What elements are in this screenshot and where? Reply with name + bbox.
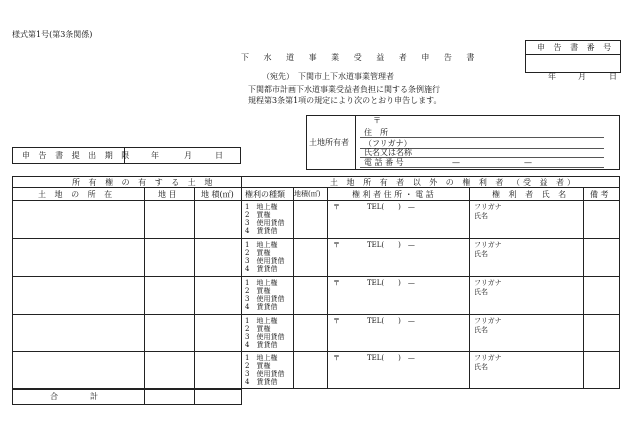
form-number: 様式第1号(第3条関係) <box>12 30 93 39</box>
right-option-1: 1 地上権 <box>245 241 278 249</box>
row-4-furigana: フリガナ <box>474 317 502 325</box>
right-option-2: 2 質権 <box>245 362 271 370</box>
owner-phone-label: 電 話 番 号 <box>364 158 404 167</box>
total-label: 合 計 <box>50 392 98 401</box>
owner-name-label: 氏名又は名称 <box>364 148 412 157</box>
right-option-4: 4 賃貸借 <box>245 265 278 273</box>
row-5-furigana: フリガナ <box>474 354 502 362</box>
row-4-rights-options <box>245 317 284 349</box>
right-option-1: 1 地上権 <box>245 203 278 211</box>
row-4-name-label: 氏名 <box>474 326 488 334</box>
main-table <box>12 176 620 389</box>
row-5-postal-mark: 〒 <box>333 354 340 362</box>
row-1-rights-options <box>245 203 284 235</box>
row-4-tel: TEL( ) — <box>367 317 415 325</box>
col-divider-chimoku <box>144 187 145 389</box>
row-3-rights-options <box>245 279 284 311</box>
col-divider-group <box>241 176 242 389</box>
right-option-3: 3 使用貸借 <box>245 333 285 341</box>
row-5-rights-options <box>245 354 284 386</box>
addressee: （宛先） 下関市上下水道事業管理者 <box>262 72 394 81</box>
row-1-postal-mark: 〒 <box>333 203 340 211</box>
right-option-4: 4 賃貸借 <box>245 227 278 235</box>
row-2-rights-options <box>245 241 284 273</box>
col-header-remarks: 備 考 <box>590 190 609 199</box>
row-3-name-label: 氏名 <box>474 288 488 296</box>
row-2-tel: TEL( ) — <box>367 241 415 249</box>
right-option-4: 4 賃貸借 <box>245 341 278 349</box>
land-owner-label: 土地所有者 <box>309 138 349 147</box>
row-1-furigana: フリガナ <box>474 203 502 211</box>
col-header-area2: 地積(㎡) <box>294 190 321 198</box>
group-header-other-rights: 土 地 所 有 者 以 外 の 権 利 者 （受 益 者） <box>330 178 579 187</box>
row-3-tel: TEL( ) — <box>367 279 415 287</box>
owner-phone-dash-2: — <box>524 158 532 167</box>
col-header-chimoku: 地 目 <box>158 190 177 199</box>
deadline-year: 年 <box>151 151 159 160</box>
right-option-4: 4 賃貸借 <box>245 378 278 386</box>
right-option-2: 2 質権 <box>245 287 271 295</box>
deadline-label: 申 告 書 提 出 期 限 <box>22 151 133 160</box>
right-option-2: 2 質権 <box>245 249 271 257</box>
owner-furigana-label: （フリガナ） <box>364 139 412 148</box>
row-3-furigana: フリガナ <box>474 279 502 287</box>
owner-address-label: 住 所 <box>364 128 388 137</box>
form-title: 下 水 道 事 業 受 益 者 申 告 書 <box>241 53 481 62</box>
row-5-tel: TEL( ) — <box>367 354 415 362</box>
report-date-day: 日 <box>609 72 617 81</box>
row-1-name-label: 氏名 <box>474 212 488 220</box>
row-4-postal-mark: 〒 <box>333 317 340 325</box>
row-2-furigana: フリガナ <box>474 241 502 249</box>
statement-line-2: 規程第3条第1項の規定により次のとおり申告します。 <box>248 96 442 105</box>
land-owner-box <box>306 115 620 170</box>
row-3-postal-mark: 〒 <box>333 279 340 287</box>
row-1-tel: TEL( ) — <box>367 203 415 211</box>
col-header-address-tel: 権 利 者 住 所 ・ 電 話 <box>352 190 434 199</box>
col-divider-address <box>327 187 328 389</box>
owner-postal-mark: 〒 <box>373 116 381 125</box>
right-option-3: 3 使用貸借 <box>245 257 285 265</box>
col-divider-area <box>194 187 195 389</box>
right-option-1: 1 地上権 <box>245 317 278 325</box>
row-5-name-label: 氏名 <box>474 363 488 371</box>
col-divider-area2 <box>293 187 294 389</box>
col-header-area: 地 積(㎡) <box>201 190 234 199</box>
report-number-label: 申 告 書 番 号 <box>537 43 615 52</box>
col-divider-remarks <box>583 187 584 389</box>
right-option-3: 3 使用貸借 <box>245 219 285 227</box>
right-option-2: 2 質権 <box>245 211 271 219</box>
report-date-year: 年 <box>548 72 556 81</box>
statement-line-1: 下関都市計画下水道事業受益者負担に関する条例施行 <box>248 85 440 94</box>
group-header-owned-land: 所 有 権 の 有 す る 土 地 <box>72 178 216 187</box>
right-option-1: 1 地上権 <box>245 279 278 287</box>
col-header-holder-name: 権 利 者 氏 名 <box>492 190 570 199</box>
total-row <box>12 389 242 405</box>
owner-phone-dash-1: — <box>452 158 460 167</box>
right-option-3: 3 使用貸借 <box>245 370 285 378</box>
col-divider-name <box>469 187 470 389</box>
deadline-day: 日 <box>215 151 223 160</box>
col-header-location: 土 地 の 所 在 <box>38 190 116 199</box>
col-header-right-type: 権利の種類 <box>245 190 285 199</box>
right-option-3: 3 使用貸借 <box>245 295 285 303</box>
right-option-4: 4 賃貸借 <box>245 303 278 311</box>
deadline-month: 月 <box>184 151 192 160</box>
right-option-1: 1 地上権 <box>245 354 278 362</box>
right-option-2: 2 質権 <box>245 325 271 333</box>
row-2-name-label: 氏名 <box>474 250 488 258</box>
report-date-month: 月 <box>578 72 586 81</box>
row-2-postal-mark: 〒 <box>333 241 340 249</box>
